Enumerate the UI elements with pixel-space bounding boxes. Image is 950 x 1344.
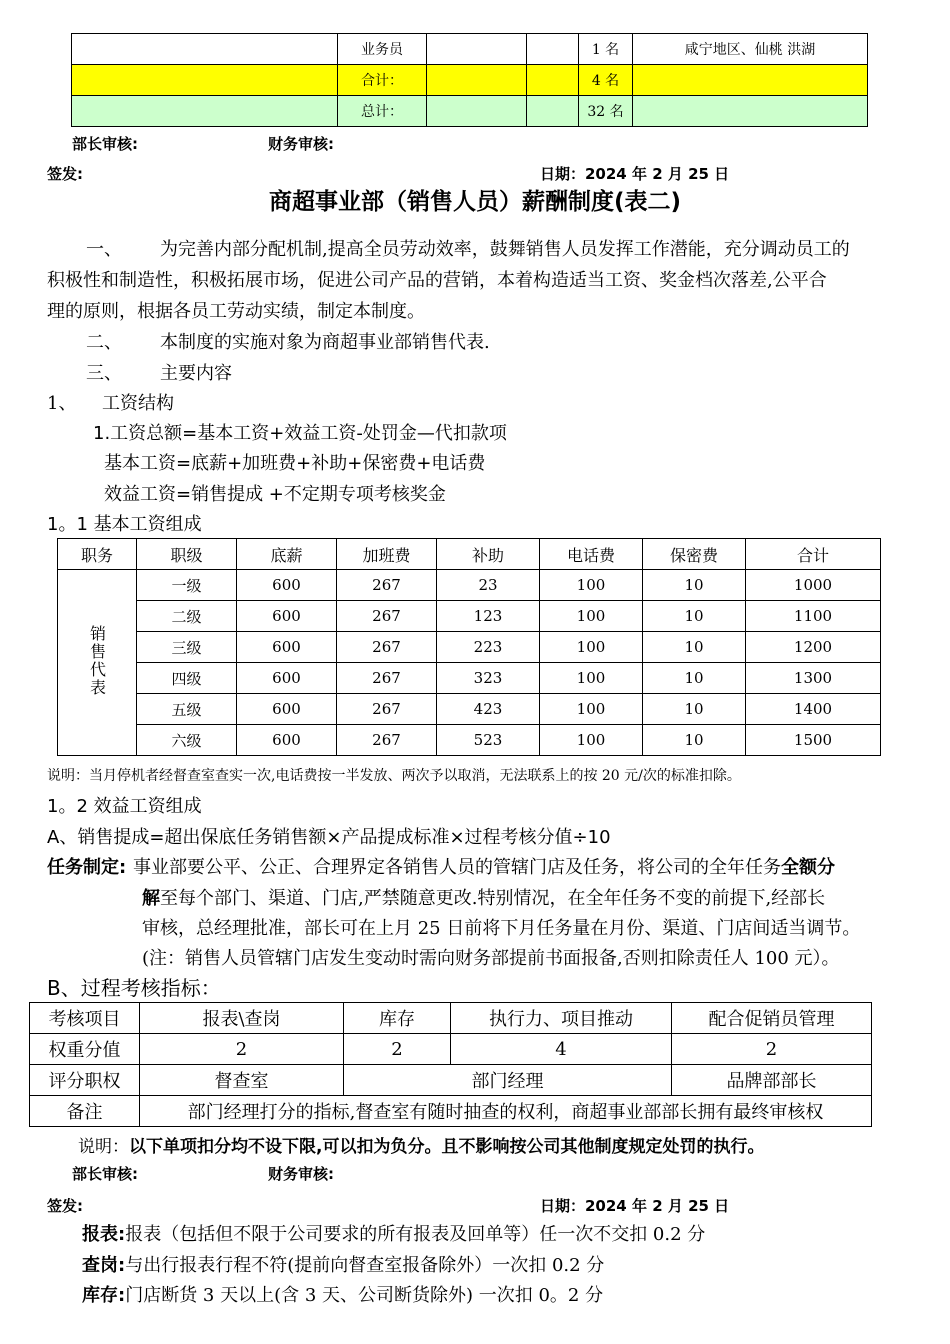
total-cell: 1500 xyxy=(746,725,881,756)
total-cell: 1000 xyxy=(746,570,881,601)
role-cell: 合计： xyxy=(338,65,427,96)
total-cell: 1200 xyxy=(746,632,881,663)
staff-summary-table xyxy=(71,33,868,127)
section-1-1-title: 1。1 基本工资组成 xyxy=(47,514,202,535)
phone-cell: 100 xyxy=(540,570,643,601)
secrecy-cell: 10 xyxy=(643,725,746,756)
header-cell: 职务 xyxy=(58,539,137,570)
secrecy-cell: 10 xyxy=(643,632,746,663)
para1-line3: 理的原则，根据各员工劳动实绩，制定本制度。 xyxy=(47,301,425,322)
finance-review-label: 财务审核: xyxy=(268,1165,334,1183)
table-row xyxy=(30,1003,872,1034)
allowance-cell: 123 xyxy=(437,601,540,632)
header-cell: 合计 xyxy=(746,539,881,570)
base-cell: 600 xyxy=(237,725,337,756)
grade-cell: 一级 xyxy=(137,570,237,601)
authority-label-cell: 评分职权 xyxy=(30,1065,140,1096)
formula-basic: 基本工资=底薪+加班费+补助+保密费+电话费 xyxy=(104,453,486,474)
base-cell: 600 xyxy=(237,570,337,601)
position-cell xyxy=(58,570,137,756)
table-row xyxy=(58,601,881,632)
count-cell: 32 名 xyxy=(579,96,633,127)
header-cell: 保密费 xyxy=(643,539,746,570)
role-cell: 业务员 xyxy=(338,34,427,65)
phone-fee-note: 说明：当月停机者经督查室查实一次,电话费按一半发放、两次予以取消，无法联系上的按 20 元/次的标准扣除。 xyxy=(47,768,741,784)
para3-number: 三、 xyxy=(86,363,122,384)
section1-number: 1、 xyxy=(47,393,77,414)
total-cell: 1100 xyxy=(746,601,881,632)
position-label: 销售代表 xyxy=(87,624,107,697)
base-cell: 600 xyxy=(237,694,337,725)
para2-text: 本制度的实施对象为商超事业部销售代表. xyxy=(160,332,490,353)
weight-cell: 2 xyxy=(140,1034,344,1065)
overtime-cell: 267 xyxy=(337,663,437,694)
table-row xyxy=(72,34,868,65)
para1-number: 一、 xyxy=(86,239,122,260)
weight-label-cell: 权重分值 xyxy=(30,1034,140,1065)
overtime-cell: 267 xyxy=(337,725,437,756)
allowance-cell: 523 xyxy=(437,725,540,756)
table-row xyxy=(58,725,881,756)
allowance-cell: 23 xyxy=(437,570,540,601)
overtime-cell: 267 xyxy=(337,570,437,601)
phone-cell: 100 xyxy=(540,725,643,756)
para1-line2: 积极性和制造性，积极拓展市场，促进公司产品的营销，本着构造适当工资、奖金档次落差,公平合 xyxy=(47,270,827,291)
rule-stock: 库存:门店断货 3 天以上(含 3 天、公司断货除外) 一次扣 0。2 分 xyxy=(82,1285,604,1306)
task-line1: 事业部要公平、公正、合理界定各销售人员的管辖门店及任务，将公司的全年任务全额分 xyxy=(133,857,835,878)
overtime-cell: 267 xyxy=(337,632,437,663)
phone-cell: 100 xyxy=(540,601,643,632)
item-label-cell: 考核项目 xyxy=(30,1003,140,1034)
region-cell xyxy=(633,65,868,96)
minister-review-label: 部长审核: xyxy=(72,1165,138,1183)
table-row xyxy=(58,632,881,663)
finance-review-label: 财务审核: xyxy=(268,135,334,153)
table-header-row xyxy=(58,539,881,570)
para2-number: 二、 xyxy=(86,332,122,353)
date-label: 日期：2024 年 2 月 25 日 xyxy=(540,165,730,183)
table-row xyxy=(58,663,881,694)
section-1-2-title: 1。2 效益工资组成 xyxy=(47,796,202,817)
authority-cell: 部门经理 xyxy=(344,1065,672,1096)
issue-label: 签发: xyxy=(47,1197,83,1215)
grade-cell: 六级 xyxy=(137,725,237,756)
phone-cell: 100 xyxy=(540,632,643,663)
grade-cell: 三级 xyxy=(137,632,237,663)
item-cell: 报表\查岗 xyxy=(140,1003,344,1034)
table-row xyxy=(30,1034,872,1065)
basic-salary-table xyxy=(57,538,881,756)
subtotal-row xyxy=(72,65,868,96)
table-row xyxy=(58,694,881,725)
weight-cell: 2 xyxy=(344,1034,451,1065)
phone-cell: 100 xyxy=(540,694,643,725)
section-b-title: B、过程考核指标： xyxy=(47,976,221,1000)
remark-label-cell: 备注 xyxy=(30,1096,140,1127)
allowance-cell: 323 xyxy=(437,663,540,694)
table-row xyxy=(30,1096,872,1127)
task-label: 任务制定: xyxy=(47,857,127,878)
item-cell: 配合促销员管理 xyxy=(672,1003,872,1034)
formula-total: 1.工资总额=基本工资+效益工资-处罚金—代扣款项 xyxy=(93,423,507,444)
region-cell: 咸宁地区、仙桃 洪湖 xyxy=(633,34,868,65)
header-cell: 电话费 xyxy=(540,539,643,570)
base-cell: 600 xyxy=(237,663,337,694)
item-cell: 执行力、项目推动 xyxy=(451,1003,672,1034)
grade-cell: 五级 xyxy=(137,694,237,725)
weight-cell: 4 xyxy=(451,1034,672,1065)
table-row xyxy=(58,570,881,601)
header-cell: 职级 xyxy=(137,539,237,570)
grade-cell: 二级 xyxy=(137,601,237,632)
deduction-note: 说明：以下单项扣分均不设下限,可以扣为负分。且不影响按公司其他制度规定处罚的执行。 xyxy=(78,1137,765,1157)
para1-line1: 为完善内部分配机制,提高全员劳动效率，鼓舞销售人员发挥工作潜能，充分调动员工的 xyxy=(160,239,850,260)
secrecy-cell: 10 xyxy=(643,570,746,601)
secrecy-cell: 10 xyxy=(643,663,746,694)
assessment-table xyxy=(29,1002,872,1127)
weight-cell: 2 xyxy=(672,1034,872,1065)
item-cell: 库存 xyxy=(344,1003,451,1034)
task-line2: 解至每个部门、渠道、门店,严禁随意更改.特别情况，在全年任务不变的前提下,经部长 xyxy=(142,888,826,909)
page-title: 商超事业部（销售人员）薪酬制度(表二) xyxy=(268,189,682,215)
rule-check: 查岗:与出行报表行程不符(提前向督查室报备除外）一次扣 0.2 分 xyxy=(82,1255,605,1276)
remark-cell: 部门经理打分的指标,督查室有随时抽查的权利，商超事业部部长拥有最终审核权 xyxy=(140,1096,872,1127)
overtime-cell: 267 xyxy=(337,694,437,725)
table-row xyxy=(30,1065,872,1096)
region-cell xyxy=(633,96,868,127)
formula-benefit: 效益工资=销售提成 +不定期专项考核奖金 xyxy=(104,484,446,505)
phone-cell: 100 xyxy=(540,663,643,694)
overtime-cell: 267 xyxy=(337,601,437,632)
authority-cell: 品牌部部长 xyxy=(672,1065,872,1096)
total-cell: 1300 xyxy=(746,663,881,694)
count-cell: 1 名 xyxy=(579,34,633,65)
task-line4: (注：销售人员管辖门店发生变动时需向财务部提前书面报备,否则扣除责任人 100 元）。 xyxy=(142,948,840,969)
total-row xyxy=(72,96,868,127)
count-cell: 4 名 xyxy=(579,65,633,96)
header-cell: 底薪 xyxy=(237,539,337,570)
total-cell: 1400 xyxy=(746,694,881,725)
rule-report: 报表:报表（包括但不限于公司要求的所有报表及回单等）任一次不交扣 0.2 分 xyxy=(82,1224,706,1245)
commission-formula: A、销售提成=超出保底任务销售额×产品提成标准×过程考核分值÷10 xyxy=(47,827,611,848)
base-cell: 600 xyxy=(237,601,337,632)
secrecy-cell: 10 xyxy=(643,601,746,632)
section1-title: 工资结构 xyxy=(102,393,174,414)
date-label: 日期：2024 年 2 月 25 日 xyxy=(540,1197,730,1215)
grade-cell: 四级 xyxy=(137,663,237,694)
minister-review-label: 部长审核: xyxy=(72,135,138,153)
authority-cell: 督查室 xyxy=(140,1065,344,1096)
role-cell: 总计： xyxy=(338,96,427,127)
issue-label: 签发: xyxy=(47,165,83,183)
header-cell: 加班费 xyxy=(337,539,437,570)
para3-text: 主要内容 xyxy=(160,363,232,384)
header-cell: 补助 xyxy=(437,539,540,570)
base-cell: 600 xyxy=(237,632,337,663)
secrecy-cell: 10 xyxy=(643,694,746,725)
allowance-cell: 423 xyxy=(437,694,540,725)
task-line3: 审核，总经理批准，部长可在上月 25 日前将下月任务量在月份、渠道、门店间适当调节。 xyxy=(142,918,861,939)
allowance-cell: 223 xyxy=(437,632,540,663)
